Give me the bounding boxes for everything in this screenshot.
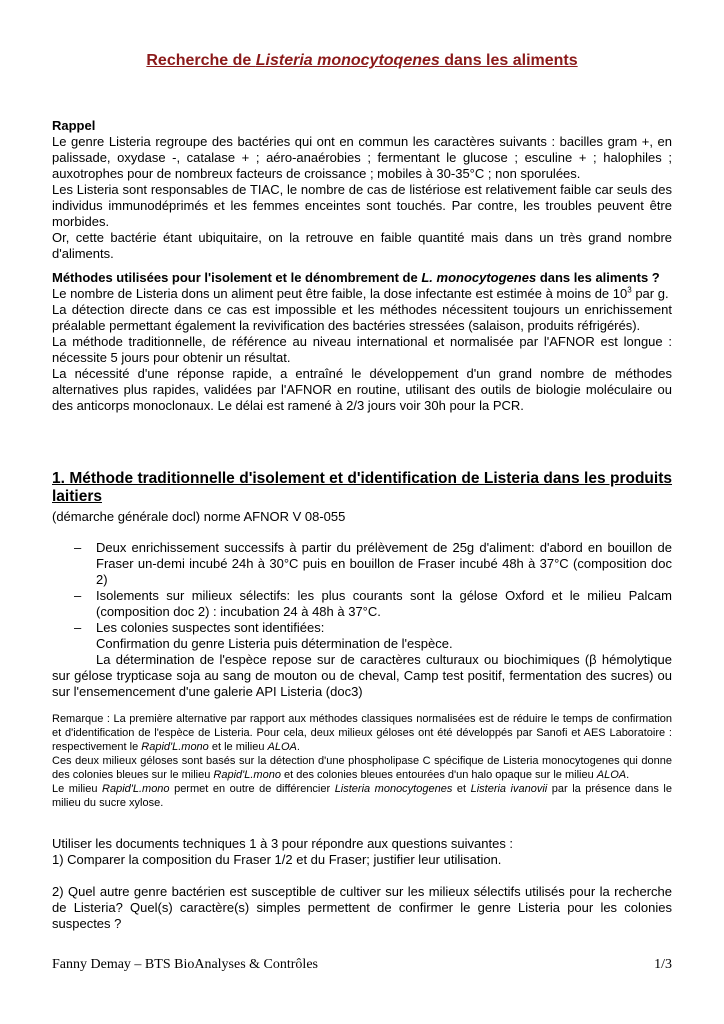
question-2: 2) Quel autre genre bactérien est susceptible de cultiver sur les milieux sélectifs utilisés pour la recherche de Listeria? Quel(s) caractère(s) simples permettent de confirmer le genre Listeria pour les colonies suspectes ? <box>52 884 672 931</box>
section-1-heading: 1. Méthode traditionnelle d'isolement et d'identification de Listeria dans les produits laitiers <box>52 470 672 505</box>
rappel-paragraph-1: Le genre Listeria regroupe des bactéries qui ont en commun les caractères suivants : bacilles gram +, en palissade, oxydase -, catalase + ; aéro-anaérobies ; fermentant le glucose ; esculine + ; halophiles ; auxotrophes pour de nombreux facteurs de croissance ; mobiles à 30-35°C ; non sporulées. <box>52 134 672 181</box>
methodes-section <box>52 270 672 414</box>
list-item: – Les colonies suspectes sont identifiées: Confirmation du genre Listeria puis détermination de l'espèce. <box>52 620 672 652</box>
section-1-list <box>52 540 672 700</box>
page-title: Recherche de Listeria monocytoqenes dans les aliments <box>146 52 578 69</box>
methodes-paragraph-1: Le nombre de Listeria dons un aliment peut être faible, la dose infectante est estimée à moins de $10^3$ par g. <box>52 285 669 301</box>
rappel-section <box>52 118 672 262</box>
remarque-paragraph-2: Ces deux milieux géloses sont basés sur la détection d'une phospholipase C spécifique de Listeria monocytogenes qui donne des colonies bleues sur le milieu Rapid'L.mono et des colonies bleues entourées d'un halo opaque sur le milieu ALOA. <box>52 755 672 781</box>
rappel-paragraph-3: Or, cette bactérie étant ubiquitaire, on la retrouve en faible quantité mais dans un très grand nombre d'aliments. <box>52 230 672 261</box>
questions-section <box>52 836 672 932</box>
question-1: 1) Comparer la composition du Fraser 1/2 et du Fraser; justifier leur utilisation. <box>52 852 502 867</box>
list-item: – Isolements sur milieux sélectifs: les plus courants sont la gélose Oxford et le milieu Palcam (composition doc 2) : incubation 24 à 48h à 37°C. <box>52 588 672 620</box>
rappel-heading: Rappel <box>52 118 96 133</box>
methodes-paragraph-2: La détection directe dans ce cas est impossible et les méthodes nécessitent toujours un enrichissement préalable permettant également la revivification des bactéries stressées (salaison, produits réfrigérés). <box>52 302 672 333</box>
rappel-paragraph-2: Les Listeria sont responsables de TIAC, le nombre de cas de listériose est relativement faible car seuls des individus immunodéprimés et les femmes enceintes sont touchés. Par contre, les troubles peuvent être morbides. <box>52 182 672 229</box>
determination-paragraph: La détermination de l'espèce repose sur de caractères culturaux ou biochimiques (β hémolytique sur gélose trypticase soja au sang de mouton ou de cheval, Camp test positif, fermentation des sucres) ou sur l'ensemencement d'une galerie API Listeria (doc3) <box>52 652 672 699</box>
footer-author: Fanny Demay – BTS BioAnalyses & Contrôles <box>52 957 318 972</box>
list-item: – Deux enrichissement successifs à partir du prélèvement de 25g d'aliment: d'abord en bouillon de Fraser un-demi incubé 24h à 30°C puis en bouillon de Fraser incubé 48h à 37°C (composition doc 2) <box>52 540 672 588</box>
page-number: 1/3 <box>654 957 672 972</box>
methodes-paragraph-3: La méthode traditionnelle, de référence au niveau international et normalisée par l'AFNOR est longue : nécessite 5 jours pour obtenir un résultat. <box>52 334 672 365</box>
remarque-paragraph-3: Le milieu Rapid'L.mono permet en outre de différencier Listeria monocytogenes et Listeria ivanovii par la présence dans le milieu du sucre xylose. <box>52 783 672 809</box>
section-1-subtitle: (démarche générale docl) norme AFNOR V 08-055 <box>52 509 346 524</box>
title-species: Listeria monocytoqenes <box>255 52 440 69</box>
methodes-heading: Méthodes utilisées pour l'isolement et le dénombrement de L. monocytogenes dans les aliments ? <box>52 270 660 285</box>
methodes-paragraph-4: La nécessité d'une réponse rapide, a entraîné le développement d'un grand nombre de méthodes alternatives plus rapides, validées par l'AFNOR en routine, utilisant des outils de biologie moléculaire ou des anticorps monoclonaux. Le délai est ramené à 2/3 jours voir 30h pour la PCR. <box>52 366 672 413</box>
page-footer <box>52 957 672 973</box>
remarque-paragraph-1: Remarque : La première alternative par rapport aux méthodes classiques normalisées est de réduire le temps de confirmation et d'identification de l'espèce de Listeria. Pour cela, deux milieux géloses ont été développés par Sanofi et AES Laboratoire : respectivement le Rapid'L.mono et le milieu ALOA. <box>52 713 672 753</box>
remarque-section <box>52 712 672 810</box>
questions-intro: Utiliser les documents techniques 1 à 3 pour répondre aux questions suivantes : <box>52 836 514 851</box>
